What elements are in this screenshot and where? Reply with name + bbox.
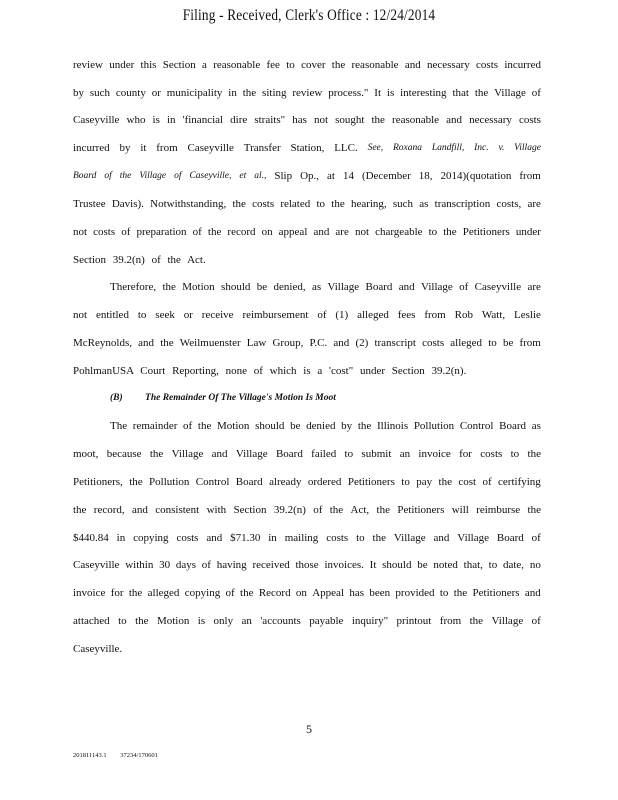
section-heading-text: The Remainder Of The Village's Motion Is Moot <box>145 393 336 403</box>
body-line: Caseyville within 30 days of having received those invoices. It should be noted that, to date, no <box>73 559 541 571</box>
body-line: Therefore, the Motion should be denied, as Village Board and Village of Caseyville are <box>110 281 541 293</box>
body-line: Caseyville. <box>73 643 123 655</box>
body-line: McReynolds, and the Weilmuenster Law Group, P.C. and (2) transcript costs alleged to be from <box>73 337 541 349</box>
body-line: Board of the Village of Caseyville, et al., Slip Op., at 14 (December 18, 2014)(quotation from <box>73 170 541 182</box>
body-line: incurred by it from Caseyville Transfer Station, LLC. See, Roxana Landfill, Inc. v. Village <box>73 142 541 154</box>
body-line: the record, and consistent with Section 39.2(n) of the Act, the Petitioners will reimburse the <box>73 504 541 516</box>
body-line: attached to the Motion is only an 'accounts payable inquiry" printout from the Village of <box>73 615 541 627</box>
section-heading <box>110 390 356 406</box>
body-line: by such county or municipality in the siting review process." It is interesting that the Village of <box>73 87 541 99</box>
body-line: PohlmanUSA Court Reporting, none of which is a 'cost" under Section 39.2(n). <box>73 365 467 377</box>
footer-doc-id: 201811143.1 <box>73 752 107 759</box>
body-line: not costs of preparation of the record on appeal and are not chargeable to the Petitioners under <box>73 226 541 238</box>
page-number: 5 <box>306 722 312 736</box>
body-line: Trustee Davis). Notwithstanding, the costs related to the hearing, such as transcription costs, are <box>73 198 541 210</box>
section-heading-label: (B) <box>110 393 123 403</box>
filing-stamp-header: Filing - Received, Clerk's Office : 12/24/2014 <box>182 7 436 24</box>
body-line: Section 39.2(n) of the Act. <box>73 254 206 266</box>
body-line: invoice for the alleged copying of the Record on Appeal has been provided to the Petitioners and <box>73 587 541 599</box>
document-footer <box>73 752 170 759</box>
body-line: not entitled to seek or receive reimbursement of (1) alleged fees from Rob Watt, Leslie <box>73 309 541 321</box>
body-line: review under this Section a reasonable fee to cover the reasonable and necessary costs incurred <box>73 59 541 71</box>
body-line: $440.84 in copying costs and $71.30 in mailing costs to the Village and Village Board of <box>73 532 541 544</box>
body-line: Caseyville who is in 'financial dire straits" has not sought the reasonable and necessary costs <box>73 114 541 126</box>
body-line: moot, because the Village and Village Board failed to submit an invoice for costs to the <box>73 448 541 460</box>
body-line: The remainder of the Motion should be denied by the Illinois Pollution Control Board as <box>110 420 541 432</box>
footer-matter-number: 37234/170601 <box>120 752 158 759</box>
body-line: Petitioners, the Pollution Control Board already ordered Petitioners to pay the cost of certifying <box>73 476 541 488</box>
